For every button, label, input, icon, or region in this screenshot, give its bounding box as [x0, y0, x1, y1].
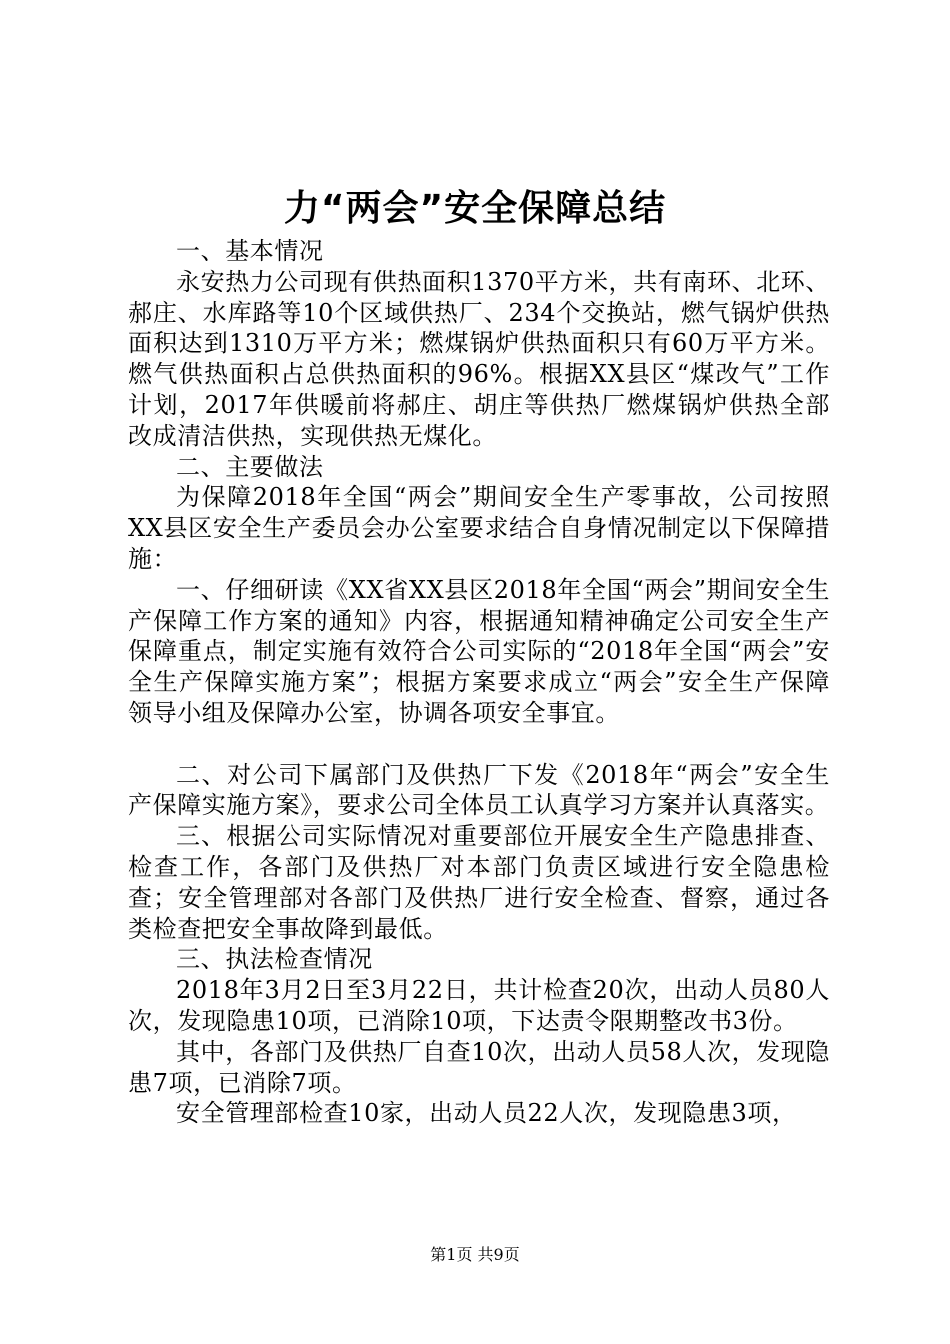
document-title: 力“两会”安全保障总结 [283, 188, 667, 229]
paragraph: 三、根据公司实际情况对重要部位开展安全生产隐患排查、检查工作，各部门及供热厂对本部门负责区域进行安全隐患检查；安全管理部对各部门及供热厂进行安全检查、督察，通过各类检查把安全事故降到最低。 [128, 822, 830, 943]
paragraph: 2018年3月2日至3月22日，共计检查20次，出动人员80人次，发现隐患10项，已消除10项，下达责令限期整改书3份。 [128, 976, 830, 1035]
section-heading-inspection: 三、执法检查情况 [176, 945, 373, 974]
section-heading-measures: 二、主要做法 [176, 452, 324, 481]
paragraph: 二、对公司下属部门及供热厂下发《2018年“两会”安全生产保障实施方案》，要求公司全体员工认真学习方案并认真落实。 [128, 760, 830, 820]
paragraph: 为保障2018年全国“两会”期间安全生产零事故，公司按照XX县区安全生产委员会办公室要求结合自身情况制定以下保障措施： [128, 483, 830, 573]
page-number-footer: 第1页 共9页 [430, 1245, 520, 1264]
paragraph: 其中，各部门及供热厂自查10次，出动人员58人次，发现隐患7项，已消除7项。 [128, 1037, 830, 1097]
document-body [128, 236, 830, 1129]
paragraph: 永安热力公司现有供热面积1370平方米，共有南环、北环、郝庄、水库路等10个区域供热厂、234个交换站，燃气锅炉供热面积达到1310万平方米；燃煤锅炉供热面积只有60万平方米。燃气供热面积占总供热面积的96%。根据XX县区“煤改气”工作计划，2017年供暖前将郝庄、胡庄等供热厂燃煤锅炉供热全部改成清洁供热，实现供热无煤化。 [128, 267, 830, 450]
paragraph: 安全管理部检查10家，出动人员22人次，发现隐患3项， [176, 1099, 797, 1128]
section-heading-basic: 一、基本情况 [176, 237, 324, 265]
paragraph: 一、仔细研读《XX省XX县区2018年全国“两会”期间安全生产保障工作方案的通知》内容，根据通知精神确定公司安全生产保障重点，制定实施有效符合公司实际的“2018年全国“两会”安全生产保障实施方案”；根据方案要求成立“两会”安全生产保障领导小组及保障办公室，协调各项安全事宜。 [128, 575, 830, 727]
